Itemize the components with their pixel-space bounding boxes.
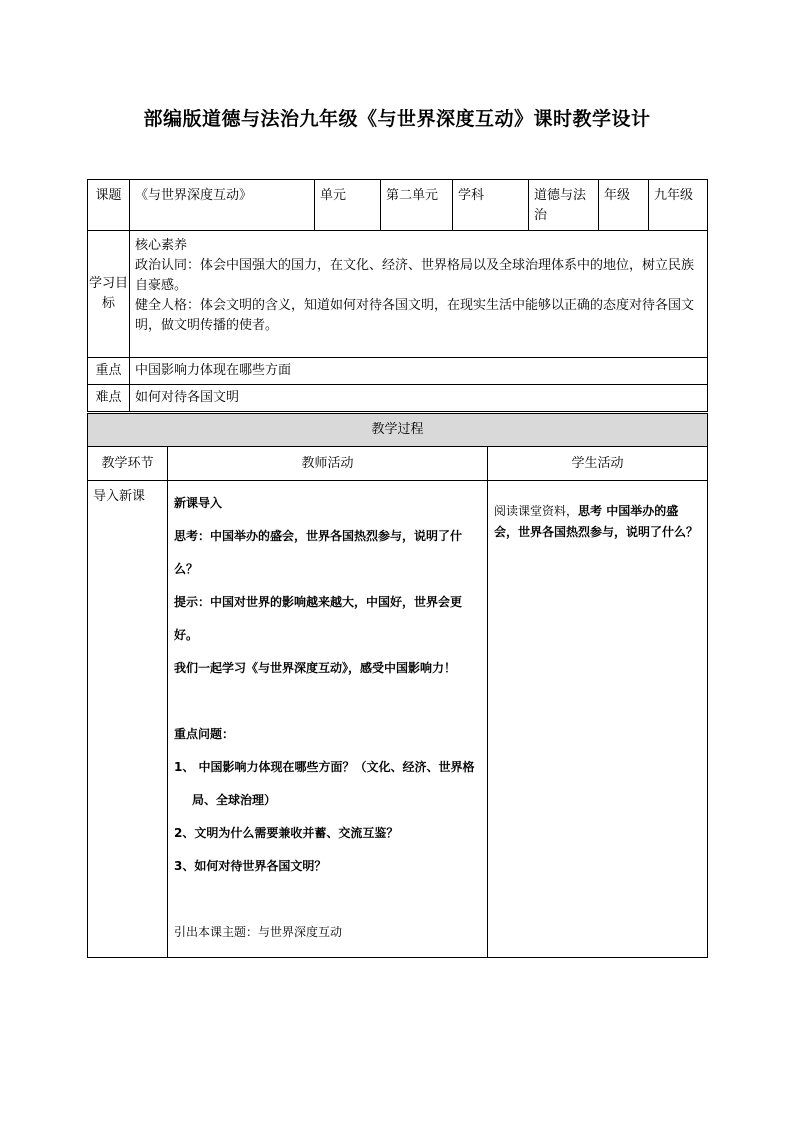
key-point-label: 重点 [88, 358, 130, 385]
subject-value: 道德与法治 [529, 180, 599, 231]
teacher-activity [168, 481, 488, 958]
goals-heading: 核心素养 [135, 238, 188, 253]
goals-line-2: 健全人格：体会文明的含义，知道如何对待各国文明，在现实生活中能够以正确的态度对待各国文明，做文明传播的使者。 [135, 298, 695, 333]
teacher-think: 思考：中国举办的盛会，世界各国热烈参与，说明了什么？ [174, 529, 463, 576]
questions-heading: 重点问题： [174, 727, 235, 741]
student-think: 思考 中国举办的盛会，世界各国热烈参与，说明了什么？ [494, 504, 699, 539]
student-activity [488, 481, 708, 958]
subject-label: 学科 [453, 180, 529, 231]
column-header-stage: 教学环节 [88, 447, 168, 481]
teacher-learn: 我们一起学习《与世界深度互动》，感受中国影响力！ [174, 661, 457, 675]
unit-value: 第二单元 [381, 180, 453, 231]
teacher-heading: 新课导入 [174, 496, 223, 510]
grade-value: 九年级 [649, 180, 708, 231]
topic-label: 课题 [88, 180, 130, 231]
lead-in: 引出本课主题：与世界深度互动 [174, 925, 343, 939]
column-header-student: 学生活动 [488, 447, 708, 481]
unit-label: 单元 [315, 180, 381, 231]
question-2: 2、文明为什么需要兼收并蓄、交流互鉴？ [174, 826, 399, 840]
grade-label: 年级 [599, 180, 649, 231]
goals-body [130, 231, 708, 358]
student-read: 阅读课堂资料， [494, 504, 579, 518]
key-point-value: 中国影响力体现在哪些方面 [130, 358, 708, 385]
question-3: 3、如何对待世界各国文明？ [174, 859, 327, 873]
question-1: 1、 中国影响力体现在哪些方面？（文化、经济、世界格局、全球治理） [174, 760, 475, 807]
document-title: 部编版道德与法治九年级《与世界深度互动》课时教学设计 [143, 108, 651, 130]
info-table [87, 179, 708, 412]
goals-line-1: 政治认同：体会中国强大的国力，在文化、经济、世界格局以及全球治理体系中的地位，树立民族自豪感。 [135, 258, 695, 293]
process-title: 教学过程 [88, 414, 708, 447]
process-table [87, 413, 708, 958]
difficulty-label: 难点 [88, 385, 130, 412]
teacher-hint: 提示：中国对世界的影响越来越大，中国好，世界会更好。 [174, 595, 463, 642]
difficulty-value: 如何对待各国文明 [130, 385, 708, 412]
topic-value: 《与世界深度互动》 [130, 180, 315, 231]
column-header-teacher: 教师活动 [168, 447, 488, 481]
stage-cell: 导入新课 [88, 481, 168, 958]
goals-label: 学习目标 [88, 231, 130, 358]
